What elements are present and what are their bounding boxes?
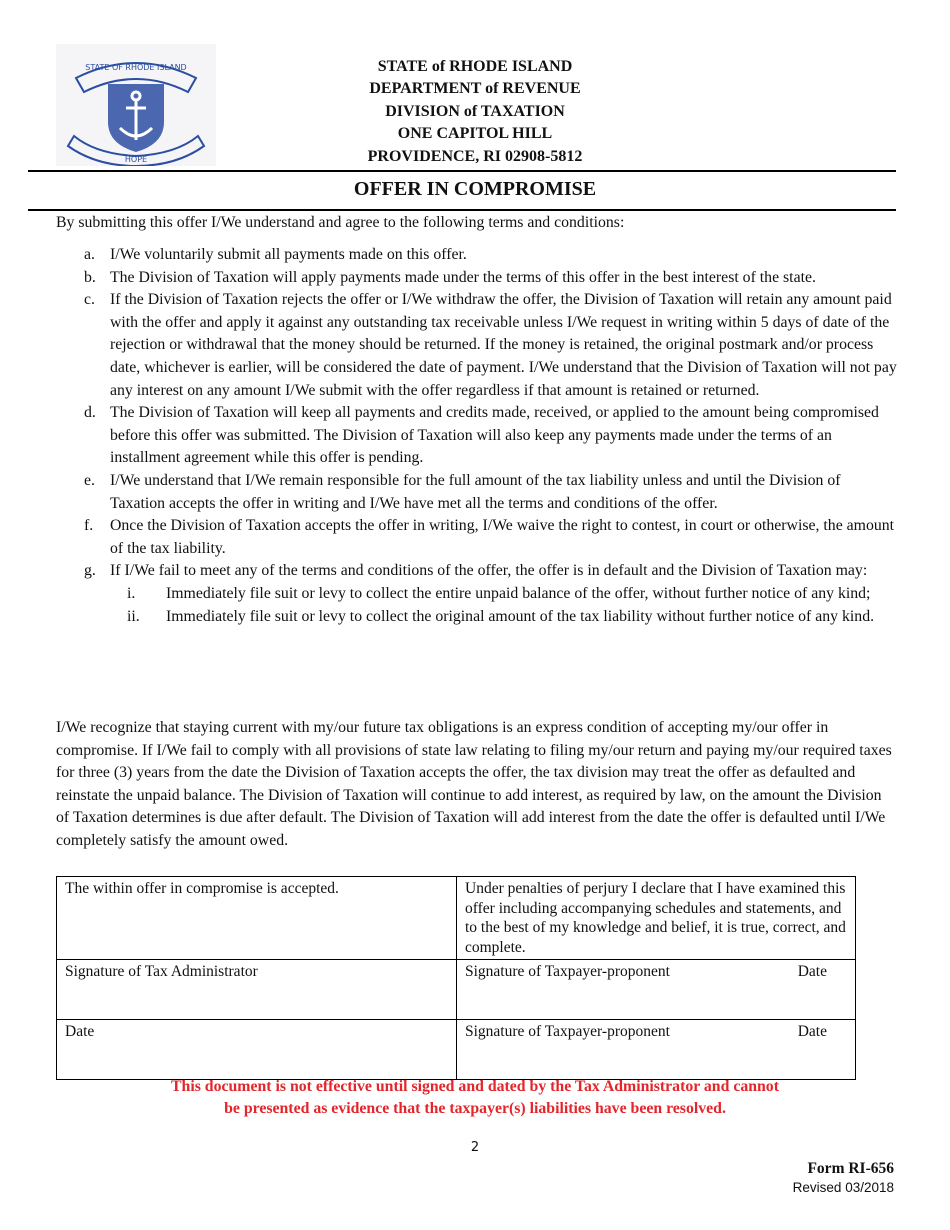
subterm-label: ii. bbox=[127, 607, 140, 625]
page-title: OFFER IN COMPROMISE bbox=[353, 178, 597, 200]
page-number: 2 bbox=[470, 1140, 480, 1155]
effectiveness-notice bbox=[100, 1076, 850, 1121]
perjury-text: Under penalties of perjury I declare that I have examined this offer including accompanying schedules and statements, and to the best of my knowledge and belief, it is true, correct, and complete. bbox=[465, 880, 846, 956]
term-label: a. bbox=[84, 246, 95, 263]
intro-text: By submitting this offer I/We understand and agree to the following terms and conditions: bbox=[56, 214, 625, 231]
taxpayer-signature-label-2: Signature of Taxpayer-proponent bbox=[465, 1023, 670, 1040]
title-rule-bottom bbox=[28, 209, 896, 211]
term-text: The Division of Taxation will keep all payments and credits made, received, or applied to the amount being compromised before this offer was submitted. The Division of Taxation will also keep any payments made under the terms of an installment agreement while this offer is pending. bbox=[110, 404, 879, 467]
term-label: f. bbox=[84, 517, 94, 535]
header-line-division: DIVISION of TAXATION bbox=[385, 102, 565, 120]
agency-header bbox=[260, 56, 690, 168]
subterm-label: i. bbox=[127, 584, 136, 602]
term-g bbox=[56, 560, 898, 583]
term-text: Once the Division of Taxation accepts the offer in writing, I/We waive the right to contest, in court or otherwise, the amount of the tax liability. bbox=[110, 517, 895, 557]
header-line-street: ONE CAPITOL HILL bbox=[397, 125, 553, 143]
term-label: b. bbox=[84, 268, 96, 286]
notice-line-2: be presented as evidence that the taxpayer(s) liabilities have been resolved. bbox=[224, 1100, 726, 1118]
term-text: If I/We fail to meet any of the terms and conditions of the offer, the offer is in default and the Division of Taxation may: bbox=[110, 562, 868, 580]
header-line-department: DEPARTMENT of REVENUE bbox=[369, 80, 581, 98]
header-line-state: STATE of RHODE ISLAND bbox=[377, 58, 573, 75]
term-label: g. bbox=[84, 562, 96, 580]
term-text: The Division of Taxation will apply payments made under the terms of this offer in the best interest of the state. bbox=[110, 268, 816, 286]
term-label: e. bbox=[84, 471, 95, 489]
tax-admin-signature-field[interactable] bbox=[57, 960, 457, 1020]
perjury-cell bbox=[457, 877, 856, 960]
subterm-text: Immediately file suit or levy to collect the entire unpaid balance of the offer, without further notice of any kind; bbox=[166, 584, 871, 602]
term-text: I/We understand that I/We remain responsible for the full amount of the tax liability unless and until the Division of Taxation accepts the offer in writing and I/We have met all the terms and conditions of the offer. bbox=[110, 471, 841, 512]
tax-admin-date-label: Date bbox=[65, 1023, 95, 1040]
closing-paragraph: I/We recognize that staying current with my/our future tax obligations is an express condition of accepting my/our offer in compromise. If I/We fail to comply with all provisions of state law relating to filing my/our return and paying my/our required taxes for three (3) years from the date the Division of Taxation accepts the offer, the tax division may treat the offer as defaulted and reinstate the unpaid balance. The Division of Taxation will continue to add interest, as required by law, on the amount the Division of Taxation determines is due after default. The Division of Taxation will add interest from the date the offer is defaulted until I/We completely satisfy the amount owed. bbox=[56, 719, 892, 849]
accepted-cell bbox=[57, 877, 457, 960]
term-text: If the Division of Taxation rejects the offer or I/We withdraw the offer, the Division of Taxation will retain any amount paid with the offer and apply it against any outstanding tax receivable unless I/We request in writing within 5 days of date of the rejection or withdrawal that the money should be returned. If the money is retained, the original postmark and/or process date, whichever is earlier, will be considered the date of payment. I/We understand that the Division of Taxation will not pay any interest on any amount I/We submit with the offer regardless if that amount is retained or returned. bbox=[110, 291, 897, 399]
term-text: I/We voluntarily submit all payments made on this offer. bbox=[110, 246, 467, 263]
subterm-i bbox=[56, 583, 898, 606]
seal-motto-text: HOPE bbox=[124, 155, 148, 164]
term-f bbox=[56, 515, 898, 560]
state-seal-logo bbox=[56, 44, 216, 166]
seal-ribbon-text: STATE OF RHODE ISLAND bbox=[85, 63, 187, 72]
form-number: Form RI-656 bbox=[807, 1160, 894, 1177]
term-e bbox=[56, 470, 898, 515]
term-b bbox=[56, 267, 898, 290]
taxpayer-signature-field-1[interactable] bbox=[457, 960, 856, 1020]
header-line-city: PROVIDENCE, RI 02908-5812 bbox=[367, 147, 583, 165]
term-c bbox=[56, 289, 898, 402]
term-label: c. bbox=[84, 291, 95, 309]
term-label: d. bbox=[84, 404, 96, 422]
term-a bbox=[56, 244, 898, 267]
signature-table bbox=[56, 876, 856, 1080]
taxpayer-date-label-1: Date bbox=[797, 963, 827, 980]
taxpayer-signature-label-1: Signature of Taxpayer-proponent bbox=[465, 963, 670, 980]
term-d bbox=[56, 402, 898, 470]
taxpayer-signature-field-2[interactable] bbox=[457, 1020, 856, 1080]
title-rule-top bbox=[28, 170, 896, 172]
terms-list bbox=[56, 244, 898, 628]
tax-admin-date-field[interactable] bbox=[57, 1020, 457, 1080]
subterm-ii bbox=[56, 606, 898, 629]
taxpayer-date-label-2: Date bbox=[797, 1023, 827, 1040]
accepted-text: The within offer in compromise is accepted. bbox=[65, 880, 339, 897]
subterm-text: Immediately file suit or levy to collect the original amount of the tax liability without further notice of any kind. bbox=[166, 607, 875, 625]
tax-admin-signature-label: Signature of Tax Administrator bbox=[65, 963, 258, 980]
notice-line-1: This document is not effective until signed and dated by the Tax Administrator and cannot bbox=[171, 1078, 779, 1095]
revision-date: Revised 03/2018 bbox=[792, 1180, 894, 1195]
